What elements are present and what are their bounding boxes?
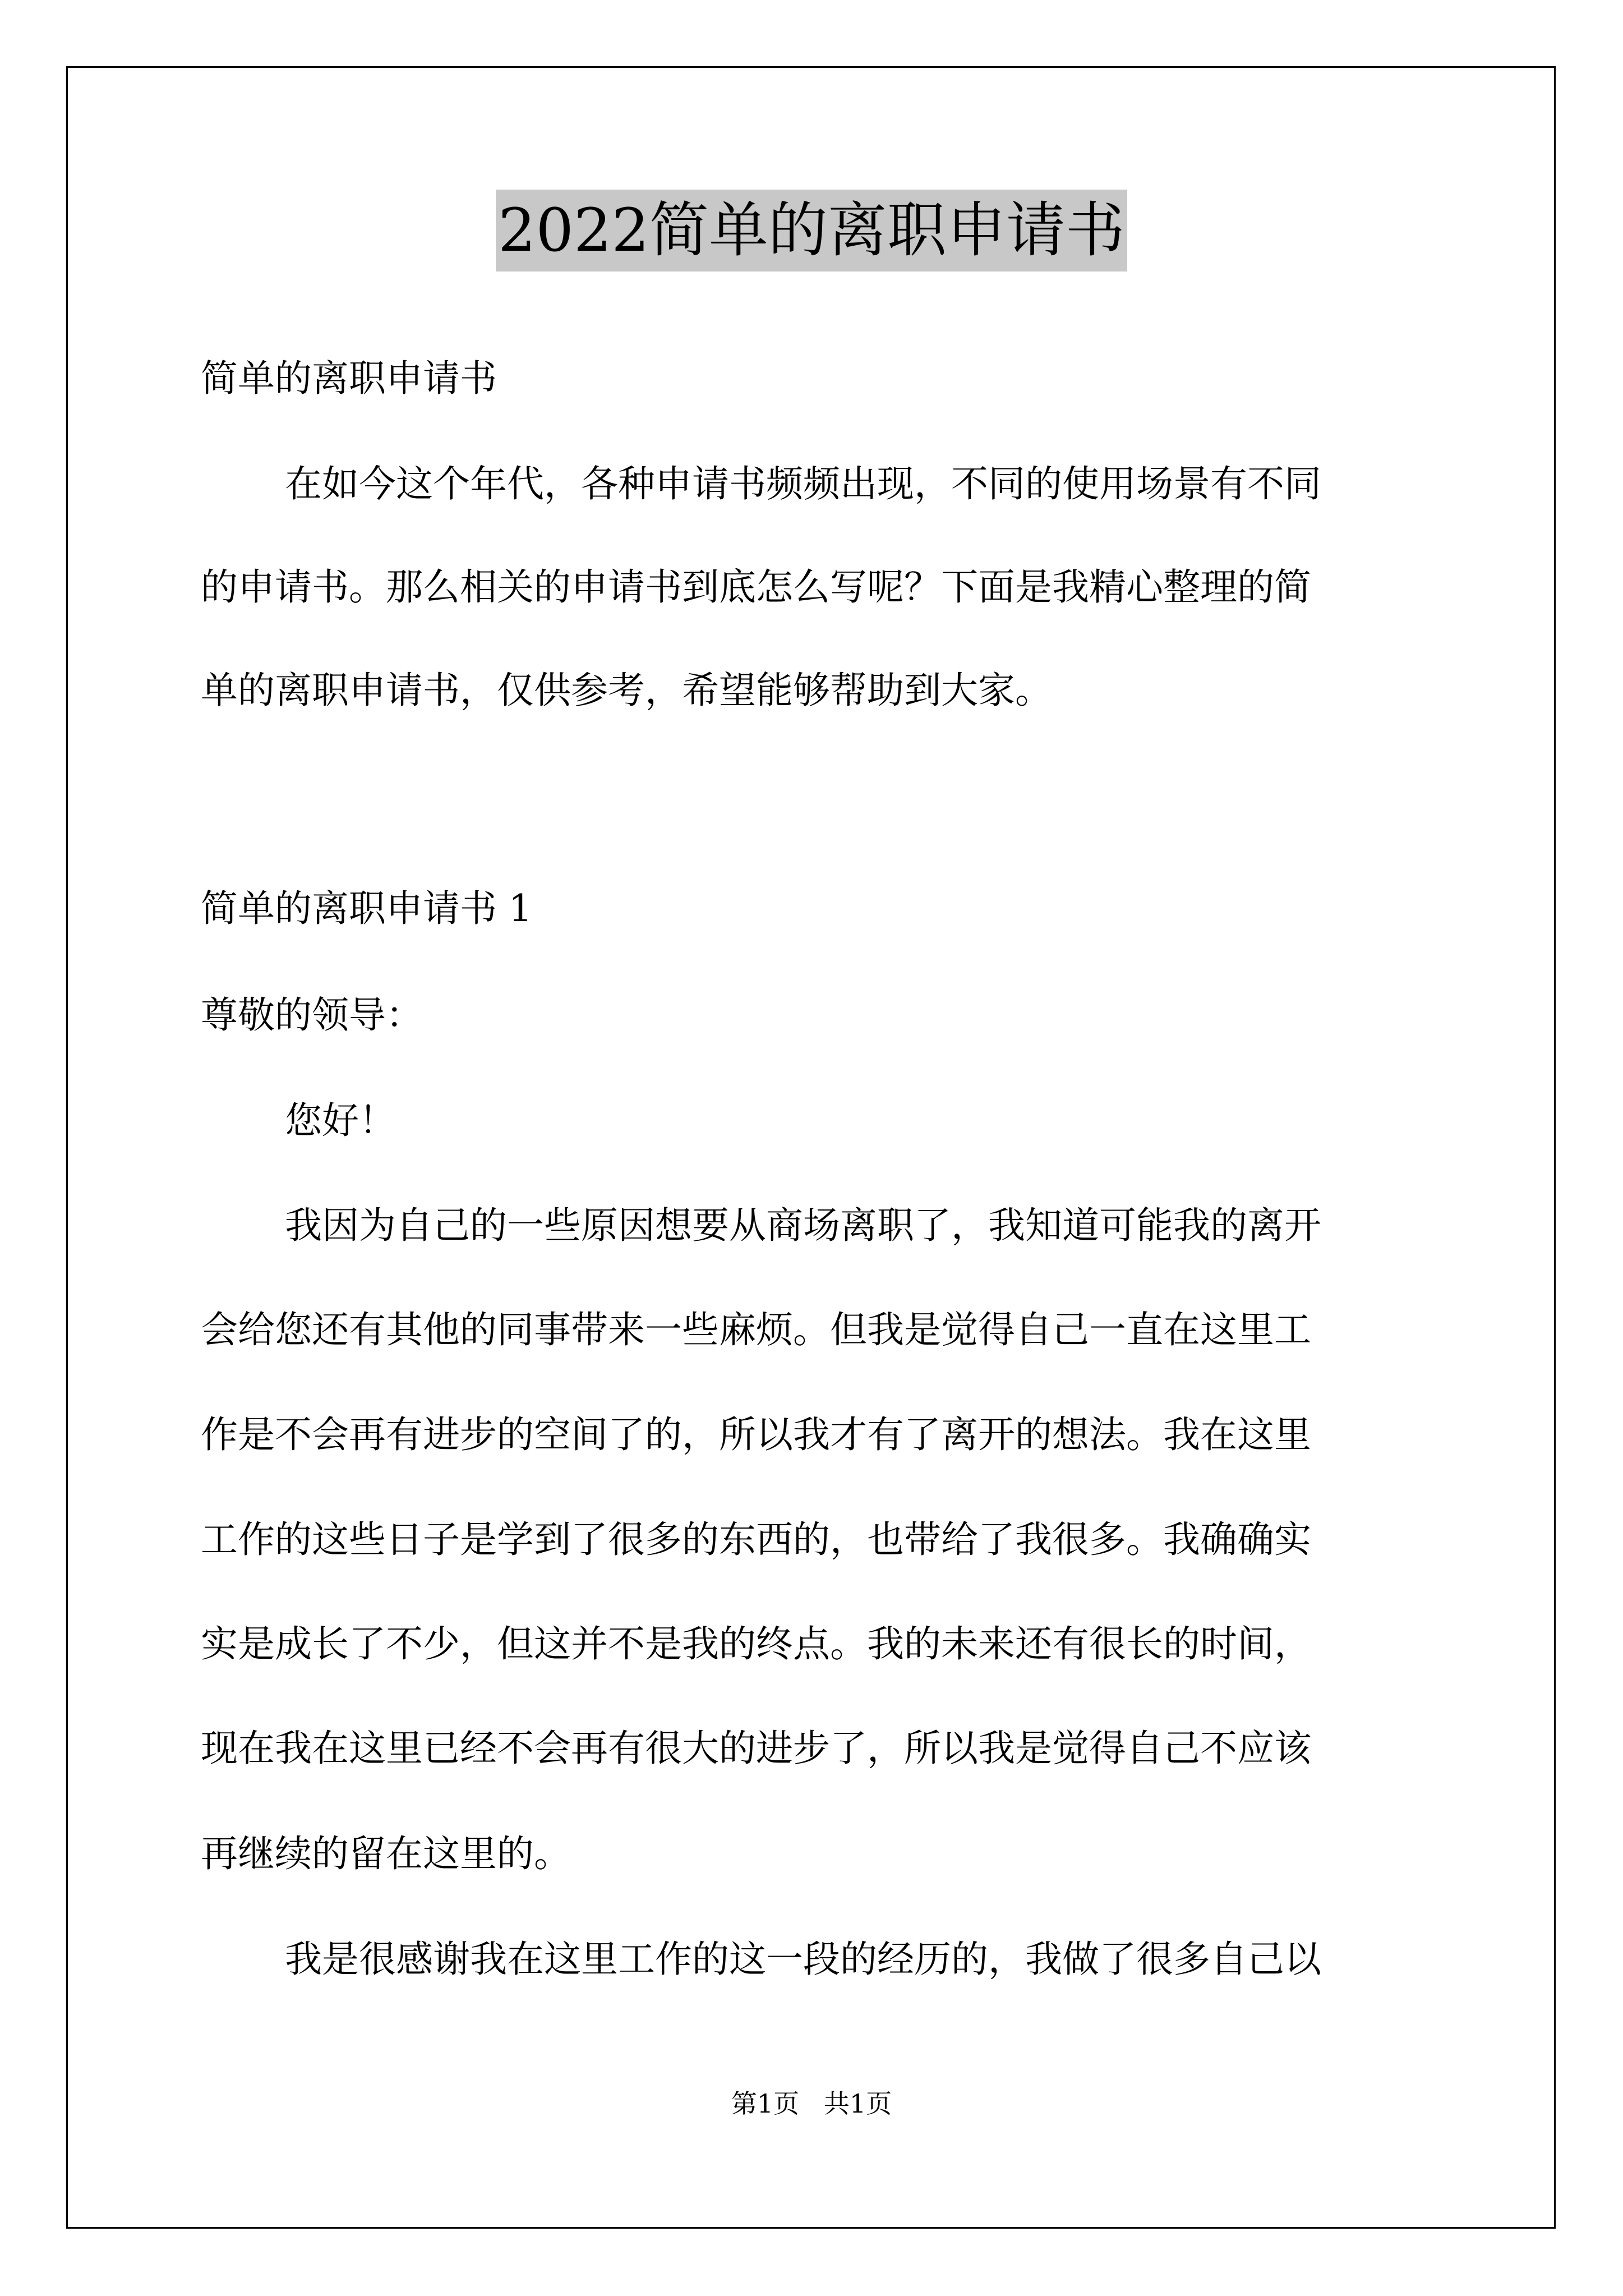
section-heading: 简单的离职申请书 1 xyxy=(201,887,532,930)
intro-line: 在如今这个年代，各种申请书频频出现，不同的使用场景有不同 xyxy=(285,462,1321,505)
greeting: 您好！ xyxy=(285,1099,396,1142)
intro-line: 单的离职申请书，仅供参考，希望能够帮助到大家。 xyxy=(201,669,1052,712)
paragraph-line: 会给您还有其他的同事带来一些麻烦。但我是觉得自己一直在这里工 xyxy=(201,1308,1311,1351)
document-title: 2022简单的离职申请书 xyxy=(496,190,1127,272)
page-footer: 第1页 共1页 xyxy=(731,2088,892,2119)
intro-line: 的申请书。那么相关的申请书到底怎么写呢？下面是我精心整理的简 xyxy=(201,565,1311,609)
paragraph-line: 实是成长了不少，但这并不是我的终点。我的未来还有很长的时间， xyxy=(201,1622,1311,1665)
subtitle: 简单的离职申请书 xyxy=(201,357,497,400)
salutation: 尊敬的领导： xyxy=(201,993,423,1037)
paragraph-line: 再继续的留在这里的。 xyxy=(201,1832,571,1875)
paragraph-line: 现在我在这里已经不会再有很大的进步了，所以我是觉得自己不应该 xyxy=(201,1727,1311,1770)
paragraph-line: 作是不会再有进步的空间了的，所以我才有了离开的想法。我在这里 xyxy=(201,1413,1311,1456)
title-container xyxy=(0,190,1623,272)
paragraph-line: 我因为自己的一些原因想要从商场离职了，我知道可能我的离开 xyxy=(285,1204,1321,1247)
paragraph-line: 工作的这些日子是学到了很多的东西的，也带给了我很多。我确确实 xyxy=(201,1518,1311,1561)
paragraph-line: 我是很感谢我在这里工作的这一段的经历的，我做了很多自己以 xyxy=(285,1938,1321,1981)
